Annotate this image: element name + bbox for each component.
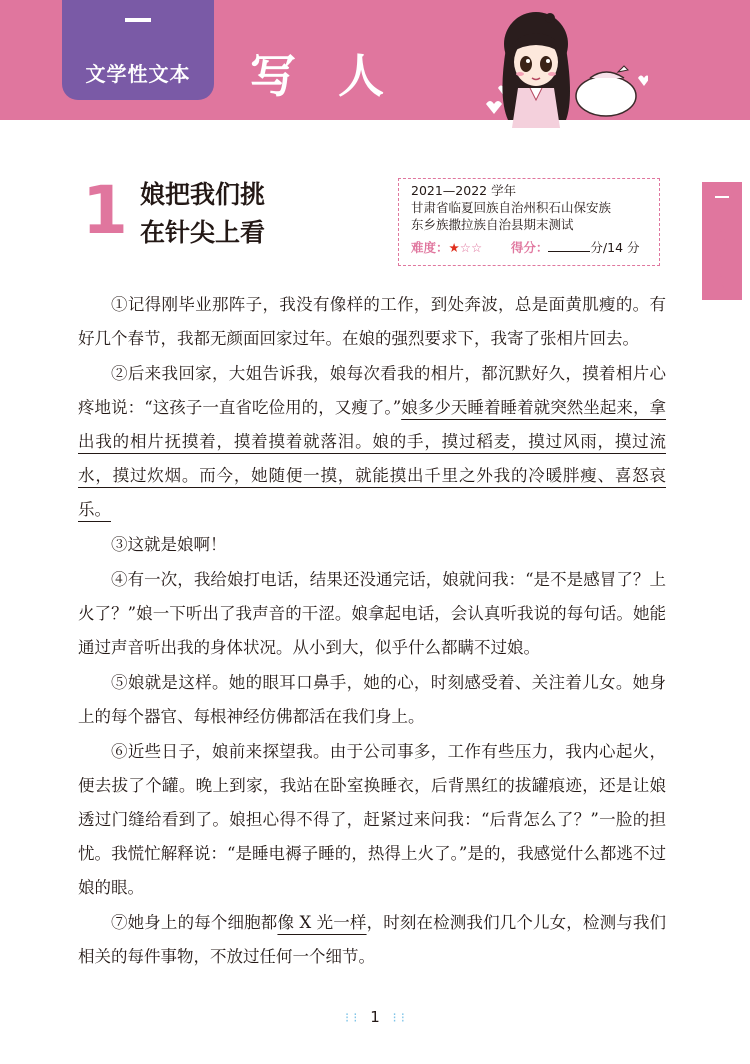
side-tab-dash: [715, 196, 729, 198]
paragraph-2-underlined: 娘多少天睡着睡着就突然坐起来，拿出我的相片抚摸着，摸着摸着就落泪。娘的手，摸过稻麦，摸过风雨，摸过流水，摸过炊烟。而今，她随便一摸，就能摸出千里之外我的冷暖胖瘦、喜怒哀乐。: [78, 398, 667, 519]
score-label: 得分：: [510, 240, 549, 255]
star-empty-icon: ☆: [459, 240, 471, 255]
footer-right-ornament-icon: ⁝ ⁝: [392, 1011, 405, 1026]
lesson-title-line-1: 娘把我们挑: [140, 180, 266, 209]
difficulty-label: 难度：: [411, 240, 449, 255]
cartoon-girl-illustration: [478, 8, 648, 128]
paragraph-2-text: ②后来我回家，大姐告诉我，娘每次看我的相片，都沉默好久，摸着相片心疼地说：“这孩子一直省吃俭用的，又瘦了。”: [78, 364, 666, 417]
side-tab-char: 文: [715, 267, 729, 282]
paragraph-2: [78, 357, 666, 527]
paragraph-7-text: ⑦她身上的每个细胞都: [111, 913, 278, 932]
score-blank[interactable]: [548, 239, 590, 252]
paragraph-7: [78, 906, 666, 974]
section-badge-label: 文学性文本: [85, 62, 191, 86]
difficulty-stars: [449, 240, 483, 255]
paragraph-1: ①记得刚毕业那阵子，我没有像样的工作，到处奔波，总是面黄肌瘦的。有好几个春节，我都无颜面回家过年。在娘的强烈要求下，我寄了张相片回去。: [78, 295, 666, 348]
difficulty-score-row: [411, 239, 659, 256]
score-total: 分/14 分: [590, 240, 640, 255]
paragraph-7-rest: ，时刻在检测我们几个儿女，检测与我们相关的每件事物，不放过任何一个细节。: [78, 913, 667, 966]
star-empty-icon: ☆: [470, 240, 483, 255]
paragraph-3: ③这就是娘啊！: [111, 535, 227, 554]
source-exam: 东乡族撒拉族自治县期末测试: [411, 217, 574, 232]
exam-source-box: [398, 178, 660, 266]
lesson-title-line-2: 在针尖上看: [140, 218, 266, 247]
side-tab-char: 本: [715, 282, 729, 297]
side-tab-char: 性: [715, 252, 729, 267]
paragraph-6: ⑥近些日子，娘前来探望我。由于公司事多，工作有些压力，我内心起火，便去拔了个罐。晚上到家，我站在卧室换睡衣，后背黑红的拔罐痕迹，还是让娘透过门缝给看到了。娘担心得不得了，赶紧过来问我：“后背怎么了？”一脸的担忧。我慌忙解释说：“是睡电褥子睡的，热得上火了。”是的，我感觉什么都逃不过娘的眼。: [78, 742, 666, 897]
lesson-number: 1: [82, 172, 128, 249]
section-badge: [62, 0, 214, 100]
source-region: 甘肃省临夏回族自治州积石山保安族: [411, 200, 612, 215]
footer-left-ornament-icon: ⁝ ⁝: [345, 1011, 358, 1026]
side-tab-label: [702, 222, 742, 297]
page-header: [0, 0, 750, 120]
side-tab-char: 学: [715, 237, 729, 252]
page-number: 1: [370, 1008, 380, 1026]
page-footer: [0, 1008, 750, 1026]
source-year: 2021—2022 学年: [411, 183, 517, 198]
article-body: [78, 288, 666, 975]
side-tab-char: 文: [715, 222, 729, 237]
lesson-title: [140, 176, 340, 252]
section-number-dash: [125, 18, 151, 22]
unit-title: 写人: [250, 49, 426, 103]
star-filled-icon: ★: [448, 240, 460, 255]
paragraph-7-underlined: 像 X 光一样: [277, 913, 367, 932]
paragraph-4: ④有一次，我给娘打电话，结果还没通完话，娘就问我：“是不是感冒了？上火了？”娘一下听出了我声音的干涩。娘拿起电话，会认真听我说的每句话。她能通过声音听出我的身体状况。从小到大，似乎什么都瞒不过娘。: [78, 570, 666, 657]
paragraph-5: ⑤娘就是这样。她的眼耳口鼻手，她的心，时刻感受着、关注着儿女。她身上的每个器官、每根神经仿佛都活在我们身上。: [78, 673, 666, 726]
